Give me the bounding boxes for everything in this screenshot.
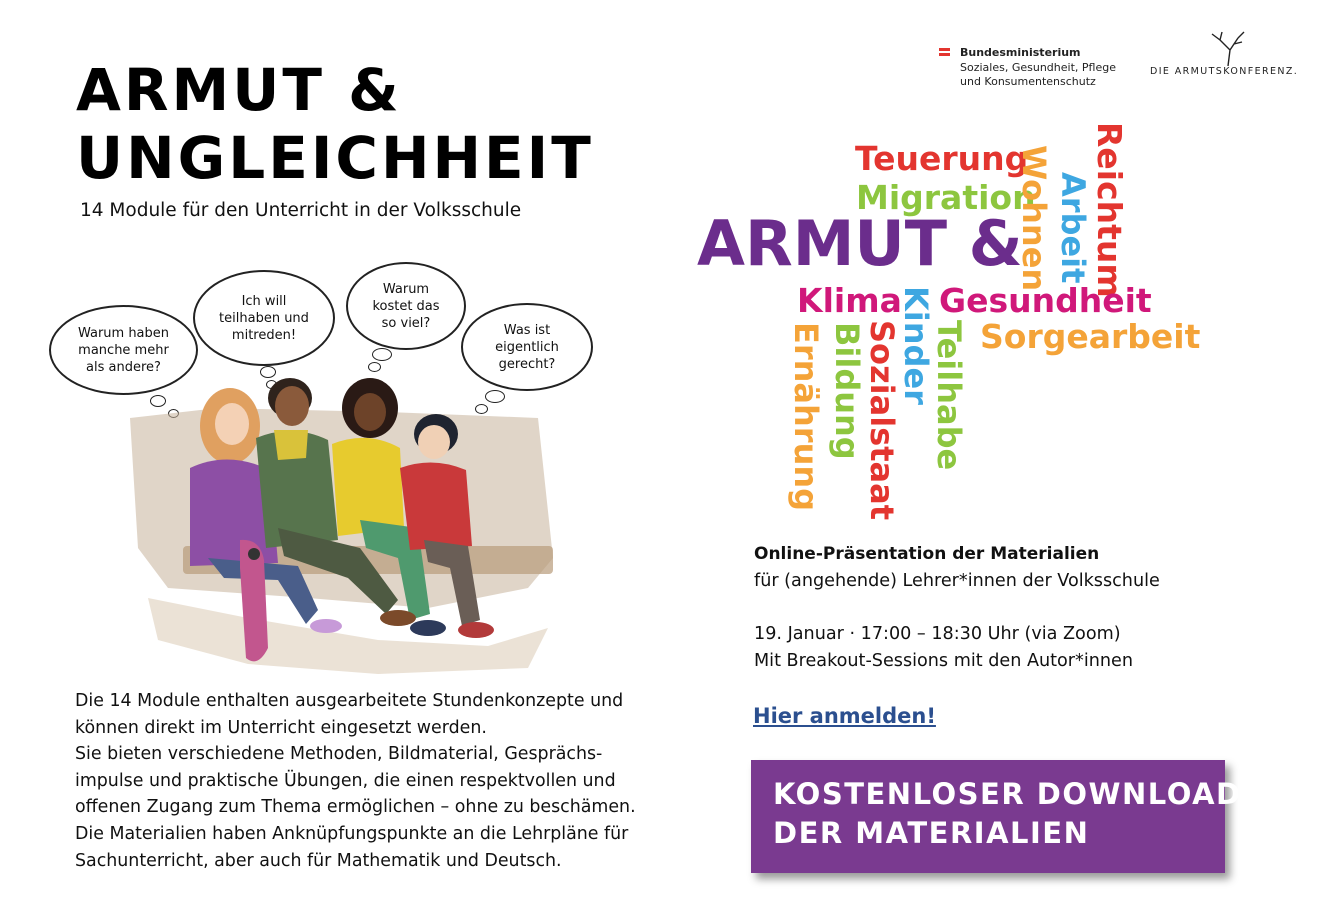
signup-link[interactable]: Hier anmelden! <box>753 704 936 728</box>
page-title <box>76 56 594 192</box>
armutskonferenz-logo <box>1150 28 1300 88</box>
word-klima: Klima <box>797 281 902 320</box>
bubble-4-line-1: Was ist <box>503 322 551 338</box>
subtitle: 14 Module für den Unterricht in der Volksschule <box>80 200 522 221</box>
word-teuerung: Teuerung <box>855 139 1029 178</box>
child-2-face <box>275 386 309 426</box>
download-button-line-2: DER MATERIALIEN <box>773 816 1090 850</box>
event-sessions: Mit Breakout-Sessions mit den Autor*innen <box>754 650 1133 671</box>
bench-shadow <box>148 598 548 674</box>
word-kinder: Kinder <box>897 286 935 405</box>
bubble-3-line-2: kostet das <box>372 298 440 314</box>
child-4-face <box>418 425 450 459</box>
title-line-1: ARMUT & <box>76 56 402 124</box>
word-bildung: Bildung <box>828 322 866 460</box>
event-date: 19. Januar · 17:00 – 18:30 Uhr (via Zoom) <box>754 624 1121 644</box>
word-wohnen: Wohnen <box>1015 145 1053 292</box>
download-button-line-1: KOSTENLOSER DOWNLOAD <box>773 777 1242 811</box>
bubble-4-line-2: eigentlich <box>495 339 559 355</box>
bubble-2-line-3: mitreden! <box>231 327 297 343</box>
shoe <box>380 610 416 626</box>
title-line-2: UNGLEICHHEIT <box>76 124 594 192</box>
thought-bubble-3 <box>346 262 466 350</box>
thought-puff <box>372 348 392 361</box>
bubble-1-line-2: manche mehr <box>78 342 169 358</box>
skateboard-wheel <box>248 548 260 560</box>
ministry-line-3: und Konsumentenschutz <box>960 75 1096 88</box>
shoe <box>410 620 446 636</box>
event-heading: Online-Präsentation der Materialien <box>754 544 1100 564</box>
austria-flag-icon <box>939 48 950 56</box>
bubble-4-line-3: gerecht? <box>498 356 556 372</box>
children-illustration <box>128 378 558 678</box>
ministry-logo <box>940 46 1116 90</box>
thought-puff <box>368 362 381 372</box>
body-line: Die Materialien haben Anknüpfungspunkte an die Lehrpläne für <box>75 823 629 844</box>
child-2-scarf <box>274 430 308 460</box>
word-teilhabe: Teilhabe <box>930 320 968 471</box>
ministry-line-1: Bundesministerium <box>960 46 1081 59</box>
word-armut: ARMUT & <box>697 207 1023 280</box>
body-line: Sachunterricht, aber auch für Mathematik und Deutsch. <box>75 850 562 871</box>
child-3-face <box>354 393 386 431</box>
ministry-line-2: Soziales, Gesundheit, Pflege <box>960 60 1116 74</box>
event-audience: für (angehende) Lehrer*innen der Volksschule <box>754 570 1160 591</box>
body-line: impulse und praktische Übungen, die einen respektvollen und <box>75 770 616 791</box>
shoe <box>310 619 342 633</box>
tree-figure-icon <box>1150 28 1300 68</box>
shoe <box>458 622 494 638</box>
bubble-2-line-1: Ich will <box>241 293 287 309</box>
word-gesundheit: Gesundheit <box>939 281 1152 320</box>
body-line: können direkt im Unterricht eingesetzt werden. <box>75 717 487 738</box>
child-4-jacket <box>400 462 472 550</box>
bubble-1-line-1: Warum haben <box>77 325 170 341</box>
thought-bubble-2 <box>193 270 335 366</box>
bubble-3-line-1: Warum <box>382 281 430 297</box>
body-line: Sie bieten verschiedene Methoden, Bildmaterial, Gesprächs- <box>75 744 603 765</box>
word-sozialstaat: Sozialstaat <box>863 320 901 521</box>
thought-puff <box>260 366 276 378</box>
child-1-face <box>215 403 249 445</box>
word-migration: Migration <box>856 178 1036 217</box>
armutskonferenz-text: DIE ARMUTSKONFERENZ. <box>1150 66 1299 77</box>
bubble-3-line-3: so viel? <box>381 315 431 331</box>
body-line: offenen Zugang zum Thema ermöglichen – ohne zu beschämen. <box>75 797 636 818</box>
word-ernaehrung: Ernährung <box>787 322 825 512</box>
bubble-2-line-2: teilhaben und <box>219 310 309 326</box>
event-details <box>754 541 1160 674</box>
word-reichtum: Reichtum <box>1090 122 1129 298</box>
bubble-1-line-3: als andere? <box>86 359 161 375</box>
body-text <box>75 688 655 874</box>
download-button[interactable] <box>751 760 1242 873</box>
word-arbeit: Arbeit <box>1054 172 1092 284</box>
body-line: Die 14 Module enthalten ausgearbeitete Stundenkonzepte und <box>75 691 624 711</box>
word-sorgearbeit: Sorgearbeit <box>980 317 1201 356</box>
